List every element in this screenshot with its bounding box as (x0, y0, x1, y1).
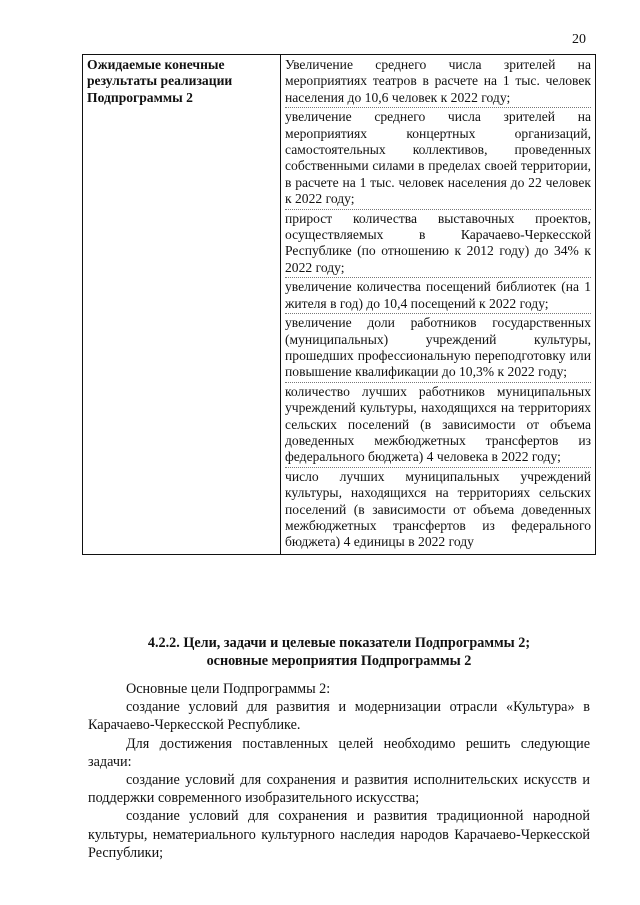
result-item: увеличение доли работников государственных (муниципальных) учреждений культуры, прошедших профессиональную переподготовку или повышение квалификации до 10,3% к 2022 году; (285, 315, 591, 383)
paragraph: создание условий для развития и модернизации отрасли «Культура» в Карачаево-Черкесской Республике. (88, 699, 590, 734)
paragraph: Для достижения поставленных целей необходимо решить следующие задачи: (88, 735, 590, 770)
results-label: Ожидаемые конечные результаты реализации Подпрограммы 2 (83, 55, 281, 555)
paragraph: создание условий для сохранения и развития традиционной народной культуры, нематериального культурного наследия народов Карачаево-Черкесской Республики; (88, 808, 590, 861)
paragraph: Основные цели Подпрограммы 2: (126, 681, 331, 697)
section-body (88, 680, 590, 862)
result-item: увеличение количества посещений библиотек (на 1 жителя в год) до 10,4 посещений к 2022 году; (285, 279, 591, 314)
section-heading (82, 634, 596, 670)
result-item: количество лучших работников муниципальных учреждений культуры, находящихся на территориях сельских поселений (в зависимости от объема доведенных межбюджетных трансфертов из федерального бюджета) 4 человека в 2022 году; (285, 384, 591, 468)
result-item: число лучших муниципальных учреждений культуры, находящихся на территориях сельских поселений (в зависимости от объема доведенных межбюджетных трансфертов из федерального бюджета) 4 единицы в 2022 году (285, 468, 591, 550)
result-item: прирост количества выставочных проектов, осуществляемых в Карачаево-Черкесской Республике (по отношению к 2012 году) до 34% к 2022 году; (285, 211, 591, 279)
section-heading-line-2: основные мероприятия Подпрограммы 2 (206, 653, 472, 669)
paragraph: создание условий для сохранения и развития исполнительских искусств и поддержки современного изобразительного искусства; (88, 772, 590, 807)
result-item: Увеличение среднего числа зрителей на мероприятиях театров в расчете на 1 тыс. человек населения до 10,6 человек к 2022 году; (285, 57, 591, 108)
expected-results-table (82, 54, 596, 555)
results-list (281, 55, 596, 555)
table-row (83, 55, 596, 555)
result-item: увеличение среднего числа зрителей на мероприятиях концертных организаций, самостоятельных коллективов, проведенных собственными силами в пределах своей территории, в расчете на 1 тыс. человек населения до 22 человек к 2022 году; (285, 109, 591, 209)
section-heading-line-1: 4.2.2. Цели, задачи и целевые показатели Подпрограммы 2; (147, 635, 531, 651)
page-number: 20 (572, 32, 586, 47)
